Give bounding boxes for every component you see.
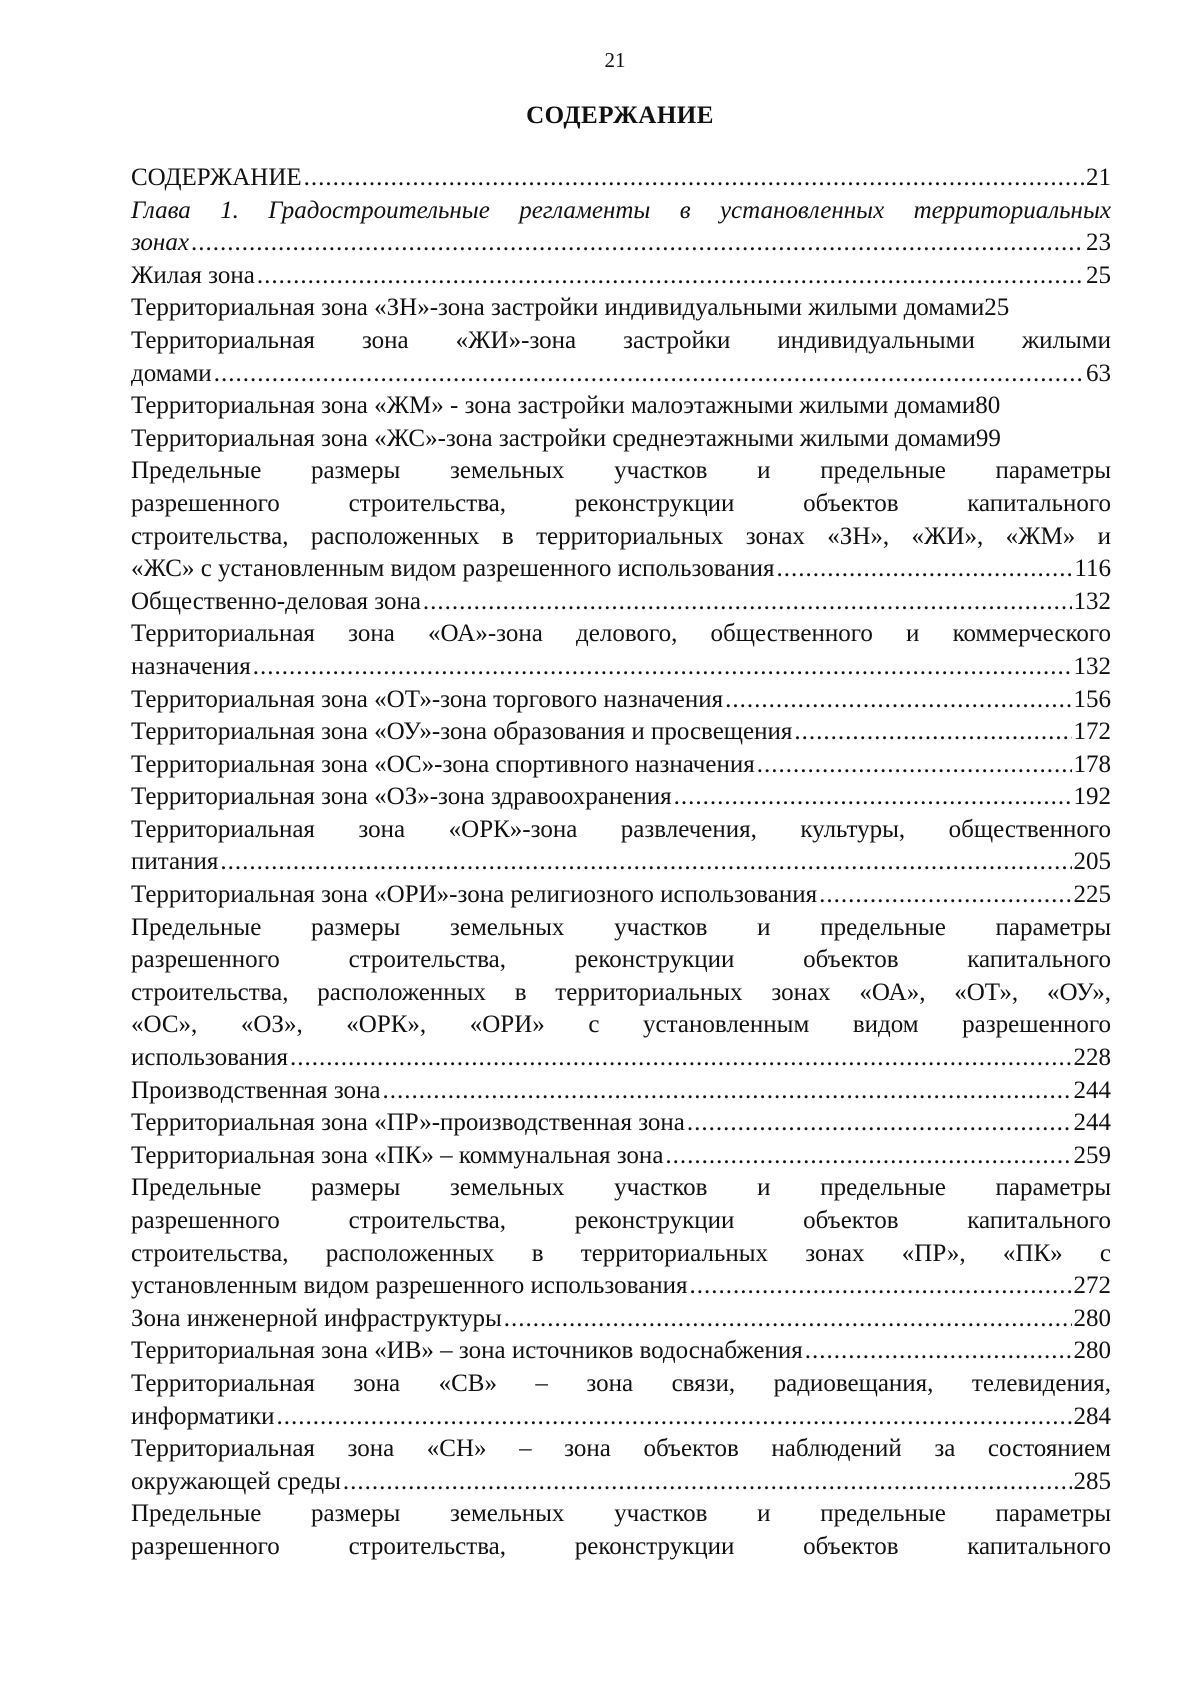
dot-leader [794,716,1071,749]
toc-entry-text: Территориальная зона «ОУ»-зона образования и просвещения [131,718,793,746]
toc-entry[interactable] [131,162,1111,195]
toc-entry-text: Территориальная зона «ЖМ» - зона застройки малоэтажными жилыми домами [131,392,976,420]
toc-entry[interactable] [131,912,1111,1075]
dot-leader [665,1140,1071,1173]
toc-entry-text: Территориальная зона «ОРК»-зона развлечения, культуры, общественного [131,815,1111,843]
dot-leader [687,1107,1072,1140]
table-of-contents [131,162,1111,1564]
toc-entry-text: «ЖС» с установленным видом разрешенного использования [131,555,775,583]
toc-page-number: 272 [1073,1272,1111,1300]
toc-page-number: 280 [1073,1304,1111,1332]
toc-page-number: 259 [1073,1141,1111,1169]
toc-entry[interactable] [131,1303,1111,1336]
toc-entry[interactable] [131,292,1111,325]
toc-entry[interactable] [131,325,1111,390]
toc-entry[interactable] [131,684,1111,717]
toc-entry-text: Предельные размеры земельных участков и предельные параметры [131,457,1111,485]
toc-entry-text: Зона инженерной инфраструктуры [131,1304,502,1332]
toc-page-number: 172 [1073,718,1111,746]
toc-entry-text: Территориальная зона «ИВ» – зона источников водоснабжения [131,1337,803,1365]
toc-entry-text: Территориальная зона «ПР»-производственная зона [131,1109,685,1137]
dot-leader [191,227,1084,260]
dot-leader [304,162,1084,195]
dot-leader [343,1466,1072,1499]
toc-page-number: 244 [1073,1109,1111,1137]
toc-page-number: 23 [1086,229,1111,257]
toc-entry-text: разрешенного строительства, реконструкции объектов капитального [131,1532,1111,1560]
toc-entry-text: строительства, расположенных в территориальных зонах «ОА», «ОТ», «ОУ», [131,978,1111,1006]
dot-leader [819,879,1071,912]
toc-entry-text: Территориальная зона «ЗН»-зона застройки индивидуальными жилыми домами [131,294,985,322]
toc-entry-text: Территориальная зона «ЖС»-зона застройки среднеэтажными жилыми домами [131,424,976,452]
toc-page-number: 80 [975,392,1001,420]
toc-entry-text: Территориальная зона «ПК» – коммунальная зона [131,1141,664,1169]
toc-entry[interactable] [131,1433,1111,1498]
toc-entry-text: Территориальная зона «СВ» – зона связи, радиовещания, телевидения, [131,1369,1111,1397]
toc-entry[interactable] [131,195,1111,260]
dot-leader [757,749,1072,782]
dot-leader [277,1401,1072,1434]
page-number: 21 [604,48,626,72]
toc-entry-text: «ОС», «ОЗ», «ОРК», «ОРИ» с установленным видом разрешенного [131,1011,1111,1039]
toc-entry-text: Предельные размеры земельных участков и предельные параметры [131,1500,1111,1528]
toc-entry[interactable] [131,879,1111,912]
dot-leader [423,586,1072,619]
toc-page-number: 99 [975,424,1001,452]
toc-entry-text: строительства, расположенных в территориальных зонах «ПР», «ПК» с [131,1239,1111,1267]
toc-page-number: 225 [1073,881,1111,909]
toc-entry-text: назначения [131,652,251,680]
toc-entry-text: домами [131,359,212,387]
toc-page-number: 116 [1074,555,1111,583]
toc-entry-text: Глава 1. Градостроительные регламенты в установленных территориальных [131,196,1111,224]
toc-entry-text: СОДЕРЖАНИЕ [131,164,302,191]
dot-leader [504,1303,1072,1336]
dot-leader [290,1042,1072,1075]
dot-leader [257,260,1084,293]
toc-entry-text: Территориальная зона «ОТ»-зона торгового назначения [131,685,724,713]
dot-leader [674,781,1072,814]
toc-entry[interactable] [131,423,1111,456]
toc-entry-text: Жилая зона [131,261,255,289]
dot-leader [220,846,1071,879]
dot-leader [214,358,1084,391]
toc-page-number: 280 [1073,1337,1111,1365]
toc-page-number: 156 [1073,685,1111,713]
dot-leader [689,1270,1071,1303]
toc-entry[interactable] [131,1335,1111,1368]
toc-entry[interactable] [131,749,1111,782]
toc-entry-text: Территориальная зона «ОЗ»-зона здравоохранения [131,783,672,811]
toc-page-number: 244 [1073,1076,1111,1104]
toc-entry-text: информатики [131,1402,275,1430]
toc-entry[interactable] [131,781,1111,814]
toc-page-number: 63 [1086,359,1111,387]
toc-entry[interactable] [131,260,1111,293]
dot-leader [383,1075,1072,1108]
toc-page-number: 285 [1073,1467,1111,1495]
toc-entry[interactable] [131,1107,1111,1140]
toc-entry[interactable] [131,390,1111,423]
toc-page-number: 21 [1086,164,1111,191]
toc-entry-text: Территориальная зона «ЖИ»-зона застройки индивидуальными жилыми [131,326,1111,354]
toc-entry[interactable] [131,716,1111,749]
toc-entry-text: окружающей среды [131,1467,341,1495]
toc-entry-text: строительства, расположенных в территориальных зонах «ЗН», «ЖИ», «ЖМ» и [131,522,1111,550]
toc-entry-text: Общественно-деловая зона [131,587,421,615]
page-title: СОДЕРЖАНИЕ [526,102,714,129]
toc-entry[interactable] [131,455,1111,585]
toc-entry[interactable] [131,1075,1111,1108]
toc-entry-text: разрешенного строительства, реконструкции объектов капитального [131,1207,1111,1234]
toc-page-number: 205 [1073,848,1111,876]
toc-page-number: 284 [1073,1402,1111,1430]
toc-entry-text: Производственная зона [131,1076,381,1104]
toc-page-number: 178 [1073,750,1111,778]
toc-entry-text: Территориальная зона «СН» – зона объектов наблюдений за состоянием [131,1435,1111,1463]
toc-page-number: 228 [1073,1044,1111,1072]
toc-entry[interactable] [131,586,1111,619]
toc-entry-text: Предельные размеры земельных участков и предельные параметры [131,1174,1111,1202]
dot-leader [805,1335,1072,1368]
toc-entry[interactable] [131,618,1111,683]
toc-entry-text: Территориальная зона «ОА»-зона делового, общественного и коммерческого [131,620,1111,648]
toc-page-number: 25 [1086,261,1111,289]
toc-entry[interactable] [131,1498,1111,1563]
dot-leader [253,651,1072,684]
toc-entry-text: Предельные размеры земельных участков и предельные параметры [131,913,1111,941]
toc-page-number: 25 [984,294,1010,322]
toc-page-number: 192 [1073,783,1111,811]
toc-entry[interactable] [131,1368,1111,1433]
toc-entry-text: Территориальная зона «ОС»-зона спортивного назначения [131,750,755,778]
dot-leader [725,684,1071,717]
toc-entry-text: зонах [131,229,189,257]
toc-entry-text: установленным видом разрешенного использования [131,1272,688,1300]
toc-entry-text: разрешенного строительства, реконструкции объектов капитального [131,489,1111,517]
toc-page-number: 132 [1073,652,1111,680]
toc-entry[interactable] [131,814,1111,879]
toc-entry-text: питания [131,848,219,876]
toc-entry[interactable] [131,1172,1111,1302]
toc-entry-text: разрешенного строительства, реконструкции объектов капитального [131,946,1111,974]
toc-entry[interactable] [131,1140,1111,1173]
dot-leader [777,553,1073,586]
toc-entry-text: Территориальная зона «ОРИ»-зона религиозного использования [131,881,818,909]
toc-page-number: 132 [1073,587,1111,615]
toc-entry-text: использования [131,1044,288,1072]
